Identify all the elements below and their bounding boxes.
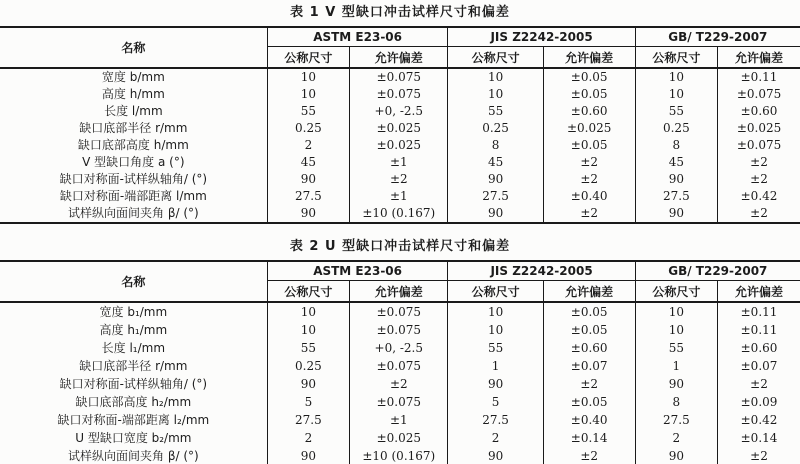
cell-value: 55	[635, 103, 717, 120]
cell-value: 2	[267, 429, 349, 447]
cell-value: ±0.075	[350, 302, 448, 321]
cell-value: ±0.05	[543, 321, 635, 339]
column-header-astm: ASTM E23-06	[267, 27, 448, 47]
table-row	[0, 321, 800, 339]
cell-value: ±2	[543, 205, 635, 223]
subheader-tolerance: 允许偏差	[543, 47, 635, 69]
cell-value: 2	[267, 137, 349, 154]
cell-value: ±0.07	[718, 357, 800, 375]
cell-value: 10	[635, 302, 717, 321]
table1-title: 表 1 V 型缺口冲击试样尺寸和偏差	[290, 5, 510, 20]
cell-value: ±1	[350, 154, 448, 171]
cell-value: ±2	[543, 171, 635, 188]
table2-header	[0, 261, 800, 302]
row-name: 宽度 b/mm	[101, 70, 165, 84]
cell-value: 1	[448, 357, 543, 375]
cell-value: ±2	[718, 171, 800, 188]
column-header-jis: JIS Z2242-2005	[448, 261, 635, 281]
table1-body	[0, 68, 800, 223]
table2-body	[0, 302, 800, 464]
cell-value: ±0.11	[718, 68, 800, 86]
cell-value: 10	[267, 302, 349, 321]
cell-value: 1	[635, 357, 717, 375]
cell-value: 10	[448, 86, 543, 103]
cell-value: ±2	[350, 171, 448, 188]
cell-value: 10	[448, 321, 543, 339]
cell-value: ±2	[543, 154, 635, 171]
cell-value: +0, -2.5	[350, 339, 448, 357]
cell-value: 90	[635, 447, 717, 464]
table-row	[0, 205, 800, 223]
cell-value: 90	[635, 375, 717, 393]
cell-value: 55	[448, 103, 543, 120]
cell-value: ±10 (0.167)	[350, 447, 448, 464]
table-row	[0, 393, 800, 411]
table-row	[0, 103, 800, 120]
table2-block	[0, 237, 800, 464]
table1-block	[0, 3, 800, 224]
cell-value: ±0.025	[543, 120, 635, 137]
cell-value: 2	[448, 429, 543, 447]
cell-value: 90	[267, 205, 349, 223]
cell-value: ±0.40	[543, 188, 635, 205]
cell-value: 27.5	[635, 188, 717, 205]
table-row	[0, 137, 800, 154]
cell-value: ±0.075	[718, 137, 800, 154]
cell-value: ±0.075	[350, 393, 448, 411]
subheader-nominal: 公称尺寸	[448, 47, 543, 69]
cell-value: ±0.14	[718, 429, 800, 447]
table-row	[0, 302, 800, 321]
subheader-nominal: 公称尺寸	[267, 281, 349, 303]
table1	[0, 26, 800, 224]
row-name: 宽度 b₁/mm	[99, 305, 168, 319]
cell-value: 10	[635, 86, 717, 103]
cell-value: 90	[267, 447, 349, 464]
subheader-tolerance: 允许偏差	[350, 281, 448, 303]
column-header-name: 名称	[0, 261, 267, 302]
subheader-nominal: 公称尺寸	[635, 281, 717, 303]
table-row	[0, 86, 800, 103]
cell-value: ±0.075	[350, 68, 448, 86]
cell-value: 8	[448, 137, 543, 154]
cell-value: 8	[635, 137, 717, 154]
cell-value: ±0.075	[718, 86, 800, 103]
cell-value: 55	[635, 339, 717, 357]
cell-value: 0.25	[635, 120, 717, 137]
cell-value: ±0.60	[543, 339, 635, 357]
cell-value: 10	[448, 302, 543, 321]
cell-value: ±0.025	[350, 137, 448, 154]
table-row	[0, 339, 800, 357]
table-row	[0, 447, 800, 464]
table2	[0, 260, 800, 464]
cell-value: 27.5	[448, 188, 543, 205]
cell-value: ±0.05	[543, 393, 635, 411]
row-name: 缺口底部高度 h₂/mm	[75, 395, 192, 409]
row-name: 缺口对称面-试样纵轴角/ (°)	[59, 172, 208, 186]
table-row	[0, 120, 800, 137]
cell-value: ±0.60	[718, 103, 800, 120]
row-name: 缺口对称面-试样纵轴角/ (°)	[59, 377, 208, 391]
cell-value: 8	[635, 393, 717, 411]
cell-value: ±0.07	[543, 357, 635, 375]
cell-value: ±0.025	[718, 120, 800, 137]
cell-value: ±0.075	[350, 86, 448, 103]
table-row	[0, 68, 800, 86]
cell-value: ±0.11	[718, 302, 800, 321]
cell-value: ±0.09	[718, 393, 800, 411]
cell-value: 5	[448, 393, 543, 411]
cell-value: ±0.14	[543, 429, 635, 447]
cell-value: 90	[635, 171, 717, 188]
cell-value: ±0.05	[543, 86, 635, 103]
cell-value: ±0.025	[350, 120, 448, 137]
cell-value: ±0.42	[718, 411, 800, 429]
cell-value: ±0.05	[543, 302, 635, 321]
subheader-tolerance: 允许偏差	[718, 47, 800, 69]
cell-value: 55	[267, 339, 349, 357]
column-header-gb: GB/ T229-2007	[635, 27, 800, 47]
column-header-gb: GB/ T229-2007	[635, 261, 800, 281]
table-row	[0, 411, 800, 429]
table-row	[0, 357, 800, 375]
cell-value: ±0.42	[718, 188, 800, 205]
column-header-name: 名称	[0, 27, 267, 68]
cell-value: ±2	[718, 447, 800, 464]
table-row	[0, 171, 800, 188]
row-name: 长度 l₁/mm	[101, 341, 166, 355]
cell-value: 0.25	[267, 120, 349, 137]
table2-title: 表 2 U 型缺口冲击试样尺寸和偏差	[289, 239, 511, 254]
row-name: 缺口底部半径 r/mm	[79, 359, 188, 373]
subheader-tolerance: 允许偏差	[718, 281, 800, 303]
cell-value: 90	[448, 447, 543, 464]
cell-value: ±2	[718, 154, 800, 171]
cell-value: 45	[635, 154, 717, 171]
cell-value: 10	[267, 321, 349, 339]
subheader-tolerance: 允许偏差	[350, 47, 448, 69]
cell-value: 90	[448, 171, 543, 188]
row-name: 长度 l/mm	[104, 104, 163, 118]
cell-value: ±2	[718, 375, 800, 393]
column-header-astm: ASTM E23-06	[267, 261, 448, 281]
subheader-nominal: 公称尺寸	[448, 281, 543, 303]
cell-value: ±0.075	[350, 357, 448, 375]
cell-value: 45	[267, 154, 349, 171]
row-name: 缺口对称面-端部距离 l/mm	[59, 189, 207, 203]
cell-value: 27.5	[267, 188, 349, 205]
cell-value: 0.25	[267, 357, 349, 375]
cell-value: 90	[635, 205, 717, 223]
cell-value: ±0.60	[718, 339, 800, 357]
column-header-jis: JIS Z2242-2005	[448, 27, 635, 47]
cell-value: 90	[267, 375, 349, 393]
row-name: 试样纵向面间夹角 β/ (°)	[68, 449, 199, 463]
subheader-tolerance: 允许偏差	[543, 281, 635, 303]
cell-value: ±0.05	[543, 68, 635, 86]
table-row	[0, 154, 800, 171]
cell-value: 90	[267, 171, 349, 188]
row-name: 缺口底部半径 r/mm	[79, 121, 188, 135]
cell-value: ±0.075	[350, 321, 448, 339]
table-row	[0, 188, 800, 205]
cell-value: ±0.025	[350, 429, 448, 447]
cell-value: 45	[448, 154, 543, 171]
cell-value: ±1	[350, 188, 448, 205]
cell-value: 10	[267, 68, 349, 86]
cell-value: ±10 (0.167)	[350, 205, 448, 223]
table-row	[0, 375, 800, 393]
cell-value: 10	[635, 321, 717, 339]
cell-value: ±1	[350, 411, 448, 429]
cell-value: 27.5	[267, 411, 349, 429]
row-name: 缺口对称面-端部距离 l₂/mm	[57, 413, 210, 427]
cell-value: 55	[448, 339, 543, 357]
cell-value: ±2	[543, 447, 635, 464]
subheader-nominal: 公称尺寸	[267, 47, 349, 69]
cell-value: ±0.11	[718, 321, 800, 339]
subheader-nominal: 公称尺寸	[635, 47, 717, 69]
row-name: 试样纵向面间夹角 β/ (°)	[68, 206, 199, 220]
cell-value: 10	[448, 68, 543, 86]
cell-value: 0.25	[448, 120, 543, 137]
row-name: 高度 h₁/mm	[99, 323, 168, 337]
row-name: 缺口底部高度 h/mm	[77, 138, 189, 152]
cell-value: ±2	[718, 205, 800, 223]
cell-value: 90	[448, 375, 543, 393]
cell-value: ±2	[350, 375, 448, 393]
cell-value: 10	[267, 86, 349, 103]
table1-header	[0, 27, 800, 68]
cell-value: 5	[267, 393, 349, 411]
cell-value: +0, -2.5	[350, 103, 448, 120]
row-name: 高度 h/mm	[101, 87, 165, 101]
spacer	[0, 224, 800, 237]
cell-value: ±0.40	[543, 411, 635, 429]
table-row	[0, 429, 800, 447]
cell-value: 27.5	[635, 411, 717, 429]
cell-value: 27.5	[448, 411, 543, 429]
cell-value: ±2	[543, 375, 635, 393]
row-name: V 型缺口角度 a (°)	[82, 155, 185, 169]
row-name: U 型缺口宽度 b₂/mm	[75, 431, 192, 445]
cell-value: ±0.60	[543, 103, 635, 120]
cell-value: ±0.05	[543, 137, 635, 154]
cell-value: 90	[448, 205, 543, 223]
cell-value: 55	[267, 103, 349, 120]
cell-value: 10	[635, 68, 717, 86]
cell-value: 2	[635, 429, 717, 447]
